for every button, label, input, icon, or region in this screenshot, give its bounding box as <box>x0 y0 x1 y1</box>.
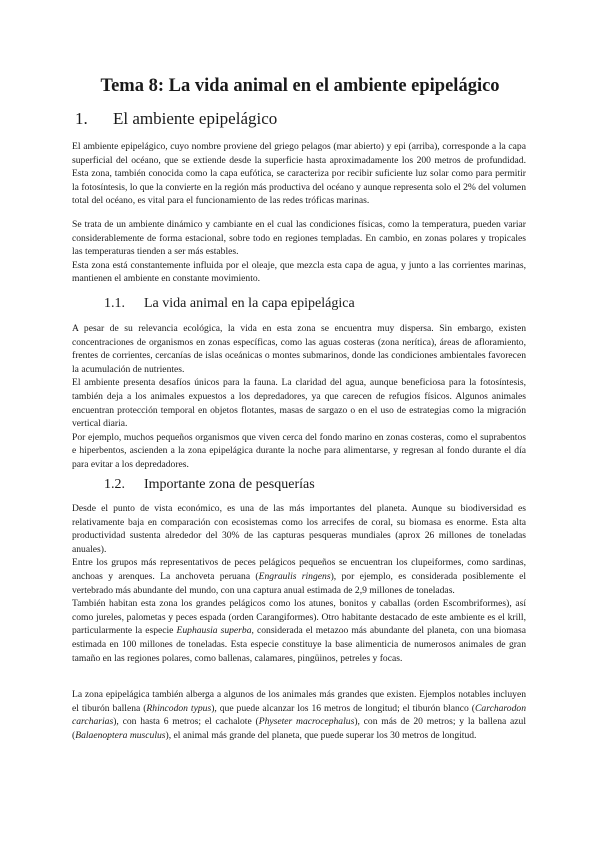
paragraph-text: Por ejemplo, muchos pequeños organismos que viven cerca del fondo marino en zonas costeras, como el suprabentos e hiperbentos, ascienden a la zona epipelágica durante la noche para alimentarse, y regresan al fondo durante el día para evitar a los depredadores. <box>72 431 526 470</box>
paragraph-text: Desde el punto de vista económico, es una de las más importantes del planeta. Aunque su biodiversidad es relativamente baja en comparación con ecosistemas como los arrecifes de coral, su biomasa es enorme. Esta alta productividad sustenta alrededor del 30% de las capturas pesqueras mundiales (aprox 26 millones de toneladas anuales). <box>72 503 526 555</box>
paragraph <box>72 688 526 742</box>
section-title: Importante zona de pesquerías <box>144 477 315 492</box>
paragraph <box>72 322 526 472</box>
paragraph-text: Esta zona está constantemente influida por el oleaje, que mezcla esta capa de agua, y junto a las corrientes marinas, mantienen el ambiente en constante movimiento. <box>72 259 526 285</box>
paragraph <box>72 502 526 665</box>
species-name: Rhincodon typus <box>146 702 212 714</box>
section-1-2-heading <box>104 476 315 494</box>
paragraph-text: El ambiente presenta desafíos únicos para la fauna. La claridad del agua, aunque beneficiosa para la fotosíntesis, también deja a los animales expuestos a los depredadores, ya que carecen de refugios físicos. Algunos animales encuentran protección temporal en objetos flotantes, masas de sargazo o en el uso de estrategias como la migración vertical diaria. <box>72 377 526 430</box>
section-1-heading <box>75 108 277 130</box>
section-number: 1.2. <box>104 477 125 492</box>
section-title: La vida animal en la capa epipelágica <box>144 296 355 311</box>
species-name: Engraulis ringens <box>258 570 331 582</box>
paragraph-text: Entre los grupos más representativos de peces pelágicos pequeños se encuentran los clupeiformes, como sardinas, anchoas y arenques. La anchoveta peruana (Engraulis ringens), por ejemplo, es considerada posiblemente el vertebrado más abundante del mundo, con una captura anual estimada de 2,9 millones de toneladas. <box>72 557 527 596</box>
species-name: Physeter macrocephalus <box>258 716 355 728</box>
section-title: El ambiente epipelágico <box>113 109 278 128</box>
paragraph-text: El ambiente epipelágico, cuyo nombre proviene del griego pelagos (mar abierto) y epi (arriba), corresponde a la capa superficial del océano, que se extiende desde la superficie hasta aproximadamente los 200 metros de profundidad. Esta zona, también conocida como la capa eufótica, se caracteriza por recibir suficiente luz solar como para permitir la fotosíntesis, lo que la convierte en la región más productiva del océano y aunque representa solo el 2% del volumen total del océano, es vital para el funcionamiento de las redes tróficas marinas. <box>72 141 526 207</box>
paragraph-text: Se trata de un ambiente dinámico y cambiante en el cual las condiciones físicas, como la temperatura, pueden variar considerablemente de forma estacional, sobre todo en regiones templadas. En cambio, en zonas polares y tropicales las temperaturas tienden a ser más estables. <box>72 219 526 258</box>
paragraph <box>72 218 526 286</box>
species-name: Balaenoptera musculus <box>75 729 166 741</box>
paragraph-text: A pesar de su relevancia ecológica, la vida en esta zona se encuentra muy dispersa. Sin embargo, existen concentraciones de organismos en zonas específicas, como las aguas costeras (zona nerítica), áreas de afloramiento, frentes de corrientes, cercanías de islas oceánicas o montes submarinos, donde las condiciones ambientales favorecen la acumulación de nutrientes. <box>72 323 526 375</box>
section-1-1-heading <box>104 295 355 313</box>
paragraph-text: También habitan esta zona los grandes pelágicos como los atunes, bonitos y caballas (orden Escombriformes), así como jureles, palometas y peces espada (orden Carangiformes). Otro habitante destacado de este ambiente es el krill, particularmente la especie Euphausia superba, considerada el metazoo más abundante del planeta, con una biomasa estimada en 100 millones de toneladas. Esta especie constituye la base alimenticia de numerosos animales de gran tamaño en las regiones polares, como ballenas, calamares, pingüinos, petreles y focas. <box>72 598 526 664</box>
section-number: 1.1. <box>104 296 125 311</box>
paragraph <box>72 140 526 208</box>
species-name: Carcharodon carcharias <box>72 702 526 728</box>
species-name: Euphausia superba <box>176 625 252 637</box>
page-title: Tema 8: La vida animal en el ambiente epipelágico <box>100 76 500 96</box>
section-number: 1. <box>75 109 88 128</box>
paragraph-text: La zona epipelágica también alberga a algunos de los animales más grandes que existen. Ejemplos notables incluyen el tiburón ballena (Rhincodon typus), que puede alcanzar los 16 metros de longitud; el tiburón blanco (Carcharodon carcharias), con hasta 6 metros; el cachalote (Physeter macrocephalus), con más de 20 metros; y la ballena azul (Balaenoptera musculus), el animal más grande del planeta, que puede superar los 30 metros de longitud. <box>72 689 526 741</box>
